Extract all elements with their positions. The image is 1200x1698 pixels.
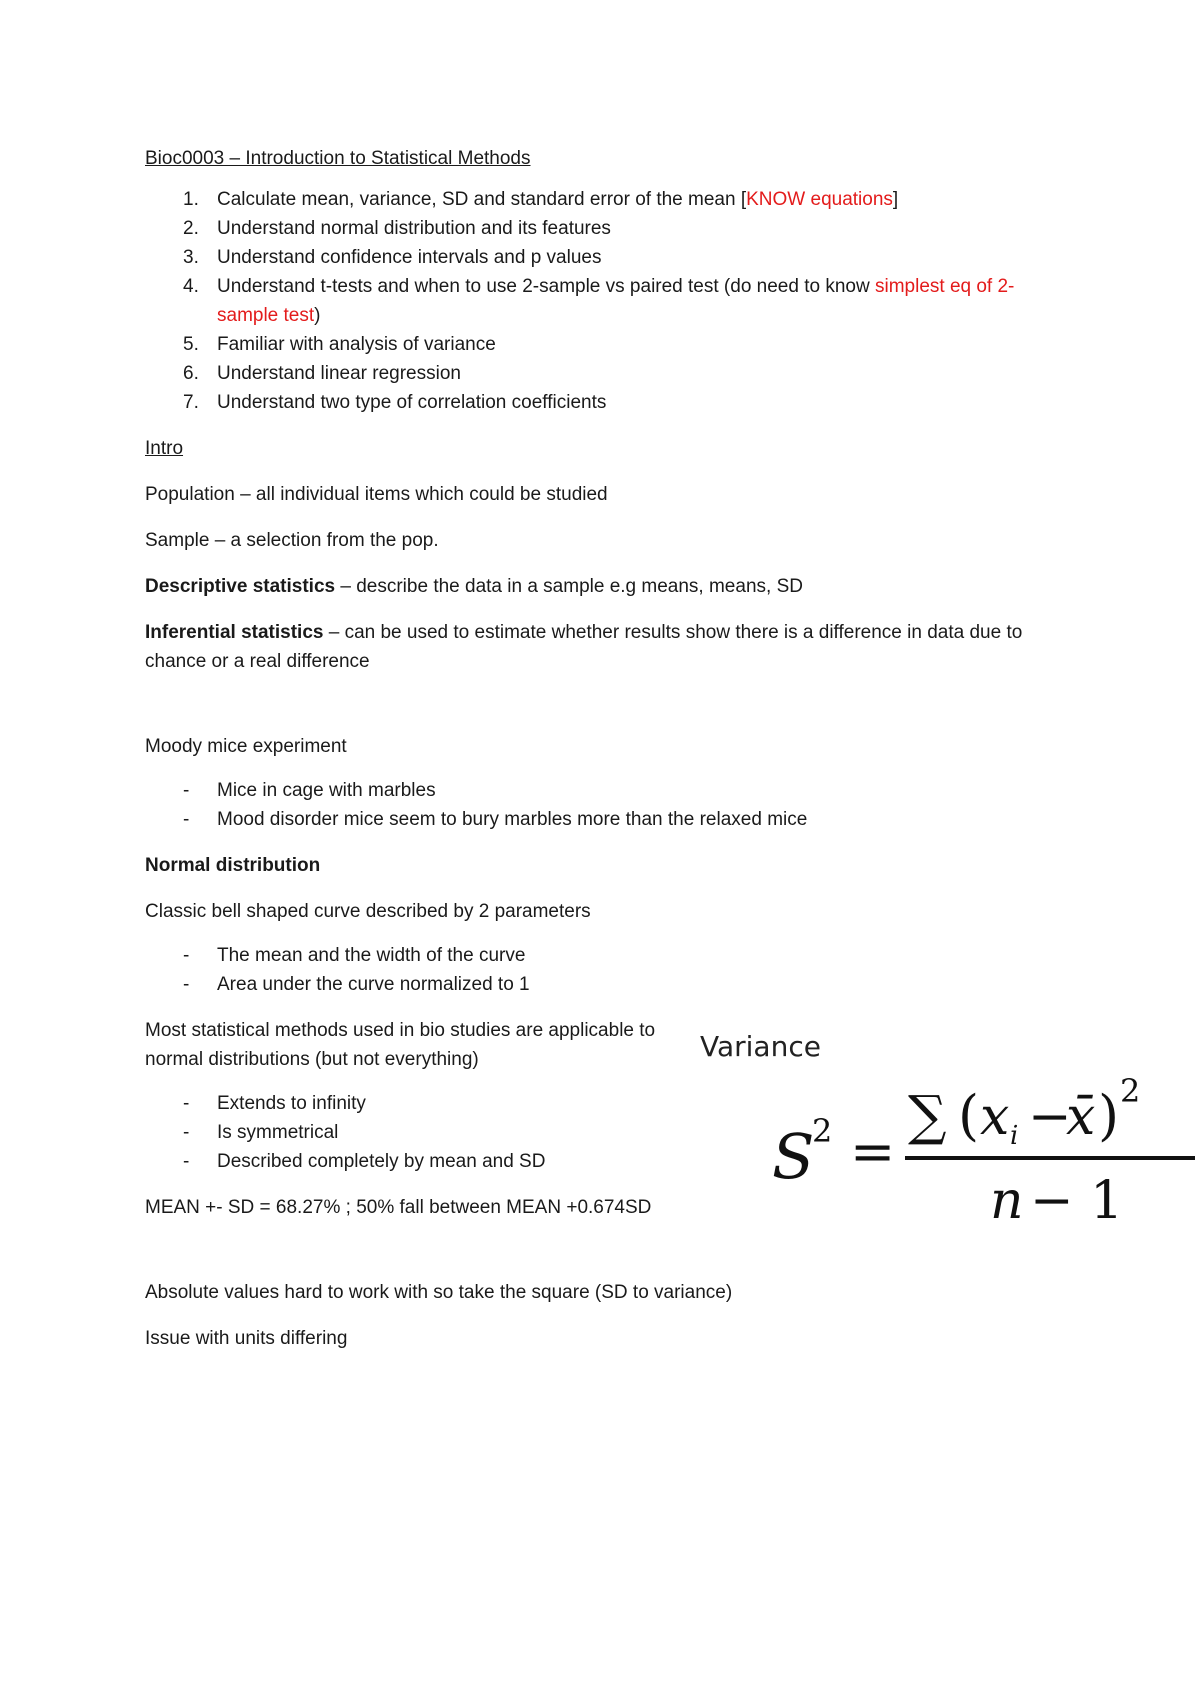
goal-text: Understand normal distribution and its features <box>217 218 611 239</box>
list-item-text: Extends to infinity <box>217 1093 366 1114</box>
dash-bullet: - <box>183 809 190 830</box>
absolute-values-note: Absolute values hard to work with so take the square (SD to variance) <box>145 1282 733 1303</box>
normal-parameters-list <box>145 941 1065 999</box>
variance-formula-title: Variance <box>700 1030 821 1063</box>
inferential-statistics-text: – can be used to estimate whether results show there is a difference in data due to chance or a real difference <box>145 622 1023 672</box>
sample-definition: Sample – a selection from the pop. <box>145 530 439 551</box>
inferential-statistics-definition <box>145 618 1065 676</box>
goal-item <box>145 243 1065 272</box>
list-item <box>145 941 1065 970</box>
goal-text: Understand t-tests and when to use 2-sample vs paired test (do need to know <box>217 276 875 297</box>
goal-text: Understand linear regression <box>217 363 461 384</box>
learning-goals-list <box>145 185 1065 417</box>
formula-denominator-n: n <box>990 1171 1024 1230</box>
dash-bullet: - <box>183 1122 190 1143</box>
moody-mice-list <box>145 776 1065 834</box>
formula-x: x <box>980 1087 1010 1147</box>
formula-subscript: i <box>1010 1121 1019 1151</box>
normal-distribution-description: Classic bell shaped curve described by 2 parameters <box>145 901 591 922</box>
formula-close-paren: ) <box>1098 1084 1120 1147</box>
goal-text: Understand two type of correlation coefficients <box>217 392 607 413</box>
list-item-text: Area under the curve normalized to 1 <box>217 974 530 995</box>
inferential-statistics-term: Inferential statistics <box>145 622 324 643</box>
fraction-bar <box>905 1156 1195 1160</box>
descriptive-statistics-text: – describe the data in a sample e.g means, means, SD <box>335 576 803 597</box>
dash-bullet: - <box>183 945 190 966</box>
intro-heading: Intro <box>145 438 184 459</box>
goal-number: 6. <box>183 363 199 384</box>
descriptive-statistics-term: Descriptive statistics <box>145 576 336 597</box>
formula-lhs: S <box>772 1120 815 1193</box>
goal-number: 3. <box>183 247 199 268</box>
goal-number: 2. <box>183 218 199 239</box>
document-title: Bioc0003 – Introduction to Statistical Methods <box>145 148 531 169</box>
goal-text: ] <box>892 189 899 210</box>
goal-item <box>145 359 1065 388</box>
dash-bullet: - <box>183 780 190 801</box>
mean-sd-note: MEAN +- SD = 68.27% ; 50% fall between MEAN +0.674SD <box>145 1197 652 1218</box>
formula-minus: − <box>1028 1087 1072 1147</box>
list-item <box>145 970 1065 999</box>
dash-bullet: - <box>183 1151 190 1172</box>
dash-bullet: - <box>183 974 190 995</box>
goal-number: 7. <box>183 392 199 413</box>
moody-mice-heading: Moody mice experiment <box>145 736 347 757</box>
goal-number: 4. <box>183 276 199 297</box>
list-item-text: Mice in cage with marbles <box>217 780 436 801</box>
formula-lhs-exponent: 2 <box>812 1112 833 1150</box>
goal-item <box>145 330 1065 359</box>
goal-item <box>145 214 1065 243</box>
dash-bullet: - <box>183 1093 190 1114</box>
goal-text: Calculate mean, variance, SD and standard error of the mean [ <box>217 189 747 210</box>
goal-highlight-text: simplest eq of 2-sample test <box>217 276 1015 326</box>
list-item <box>145 805 1065 834</box>
list-item-text: The mean and the width of the curve <box>217 945 526 966</box>
goal-text: ) <box>314 305 321 326</box>
formula-open-paren: ( <box>958 1084 980 1147</box>
formula-equals: = <box>850 1120 896 1183</box>
normal-distribution-heading: Normal distribution <box>145 855 321 876</box>
units-note: Issue with units differing <box>145 1328 348 1349</box>
goal-item <box>145 272 1065 330</box>
goal-item <box>145 388 1065 417</box>
goal-text: Familiar with analysis of variance <box>217 334 496 355</box>
goal-number: 5. <box>183 334 199 355</box>
formula-xbar: x̄ <box>1066 1087 1096 1147</box>
formula-numerator-exponent: 2 <box>1120 1072 1141 1110</box>
variance-formula-image <box>700 1030 1200 1230</box>
descriptive-statistics-definition <box>145 572 1065 601</box>
goal-number: 1. <box>183 189 199 210</box>
formula-denominator-rest: − 1 <box>1030 1171 1124 1230</box>
list-item <box>145 776 1065 805</box>
list-item-text: Described completely by mean and SD <box>217 1151 546 1172</box>
list-item-text: Mood disorder mice seem to bury marbles more than the relaxed mice <box>217 809 808 830</box>
list-item-text: Is symmetrical <box>217 1122 339 1143</box>
goal-highlight-text: KNOW equations <box>746 189 893 210</box>
goal-item <box>145 185 1065 214</box>
population-definition: Population – all individual items which could be studied <box>145 484 608 505</box>
goal-text: Understand confidence intervals and p values <box>217 247 602 268</box>
formula-sigma: ∑ <box>908 1084 947 1147</box>
applicability-note: Most statistical methods used in bio studies are applicable to normal distributions (but not everything) <box>145 1020 656 1070</box>
variance-formula-svg <box>700 1030 1200 1230</box>
